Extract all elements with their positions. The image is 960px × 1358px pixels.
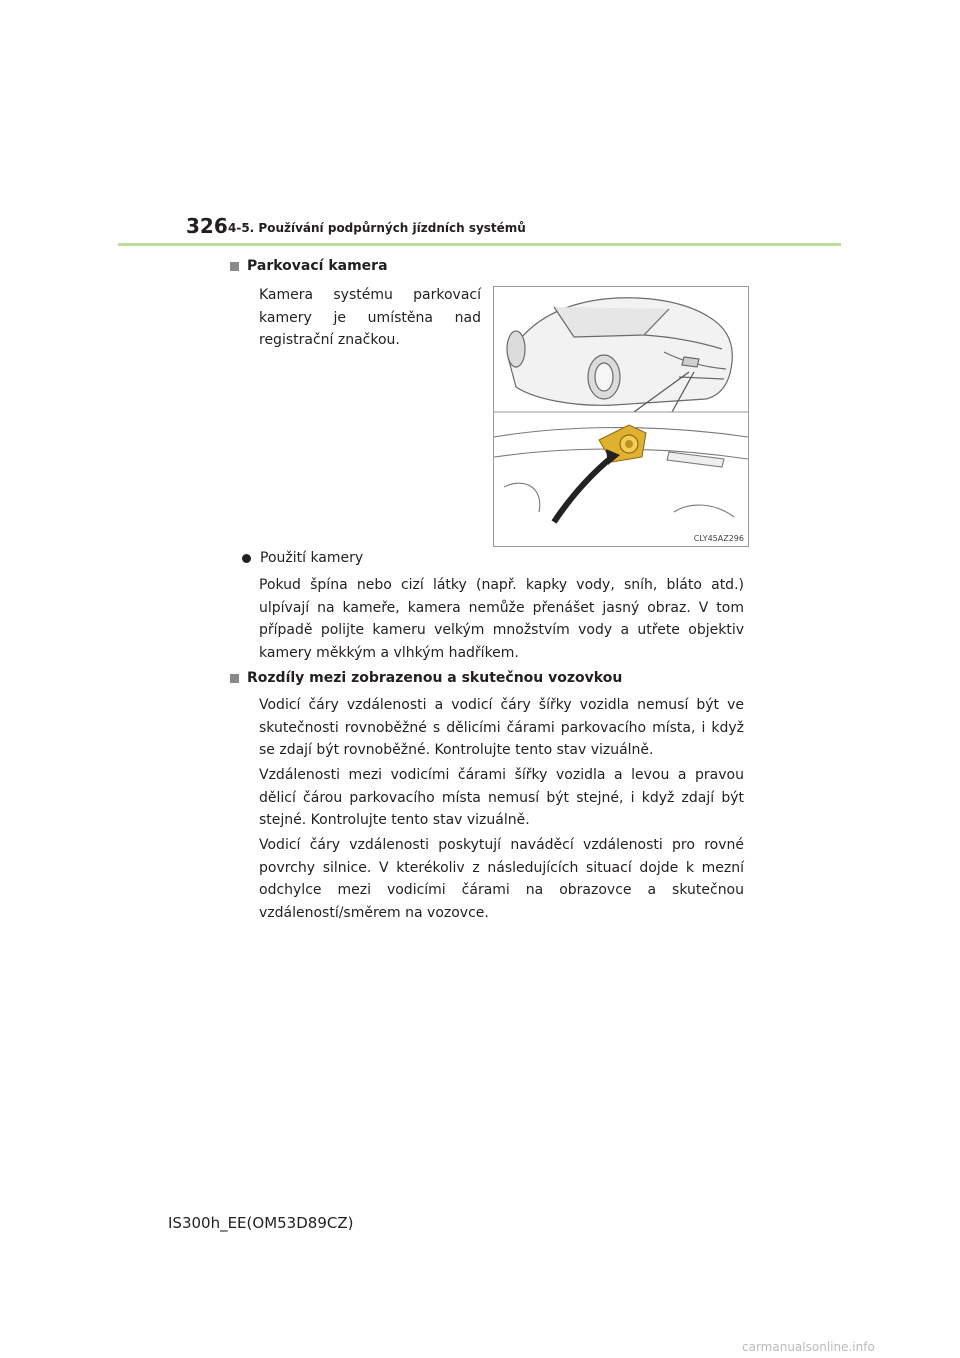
square-bullet-icon	[230, 262, 239, 271]
car-rear-camera-illustration	[494, 287, 748, 546]
arrow-icon	[554, 457, 612, 522]
figure-code: CLY45AZ296	[693, 534, 744, 543]
heading-display-differences	[230, 670, 622, 686]
heading-parking-camera	[230, 258, 388, 274]
bullet-text: Použití kamery	[260, 550, 364, 566]
car-illustration	[507, 298, 732, 406]
camera-highlight	[599, 425, 646, 462]
camera-location-figure	[493, 286, 749, 547]
heading-text: Parkovací kamera	[247, 258, 388, 274]
differences-paragraph-3: Vodicí čáry vzdálenosti poskytují naváděcí vzdálenosti pro rovné povrchy silnice. V kterékoliv z následujících situací dojde k mezní odchylce mezi vodicími čárami na obrazovce a skutečnou vzdáleností/směrem na vozovce.	[259, 837, 744, 921]
camera-location-text: Kamera systému parkovací kamery je umístěna nad registrační značkou.	[259, 287, 481, 348]
camera-usage-text: Pokud špína nebo cizí látky (např. kapky vody, sníh, bláto atd.) ulpívají na kameře, kamera nemůže přenášet jasný obraz. V tom případě polijte kameru velkým množstvím vody a utřete objektiv kamery měkkým a vlhkým hadříkem.	[259, 577, 744, 661]
heading-text: Rozdíly mezi zobrazenou a skutečnou vozovkou	[247, 670, 623, 686]
watermark: carmanualsonline.info	[742, 1340, 875, 1354]
differences-paragraph-2: Vzdálenosti mezi vodicími čárami šířky vozidla a levou a pravou dělicí čárou parkovacího místa nemusí být stejné, i když zdají být stejné. Kontrolujte tento stav vizuálně.	[259, 767, 744, 828]
section-title: 4-5. Používání podpůrných jízdních systémů	[228, 221, 526, 235]
bullet-camera-usage	[242, 550, 363, 566]
header-rule	[118, 243, 841, 246]
page-number: 326	[186, 214, 228, 238]
square-bullet-icon	[230, 674, 239, 683]
differences-paragraph-1: Vodicí čáry vzdálenosti a vodicí čáry šířky vozidla nemusí být ve skutečnosti rovnoběžné s dělicími čárami parkovacího místa, i když se zdají být rovnoběžné. Kontrolujte tento stav vizuálně.	[259, 697, 744, 758]
round-bullet-icon	[242, 554, 251, 563]
model-code: IS300h_EE(OM53D89CZ)	[168, 1214, 354, 1232]
